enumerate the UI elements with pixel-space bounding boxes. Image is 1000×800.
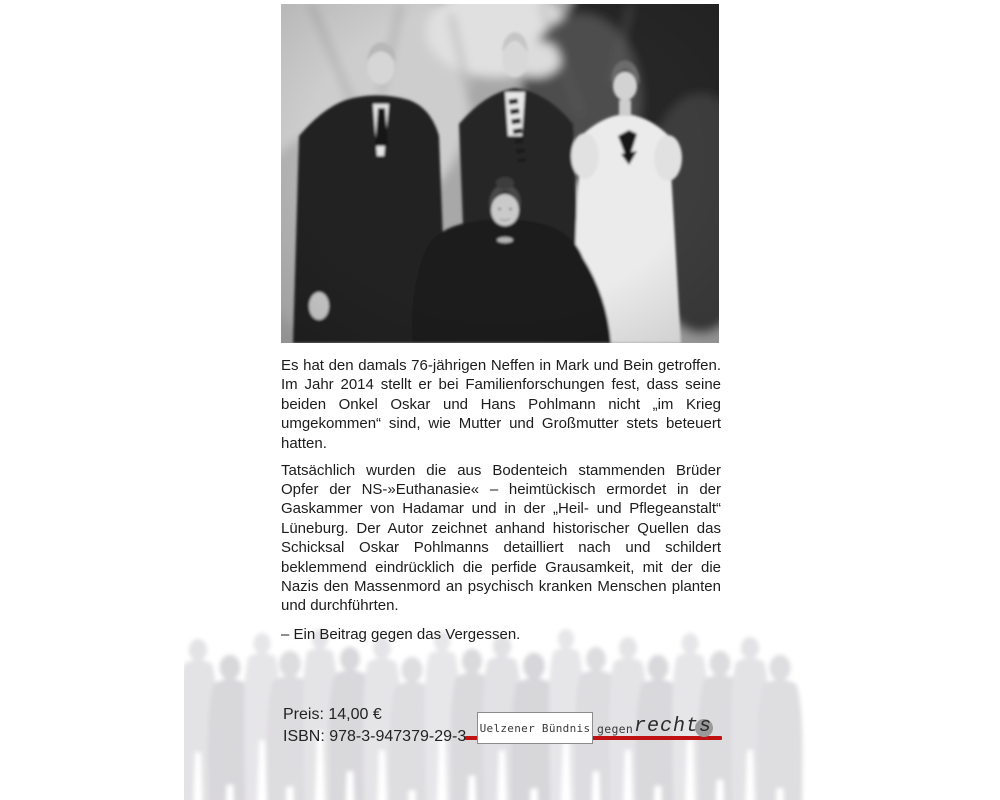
logo-boxed-text: Uelzener Bündnis — [477, 712, 593, 744]
logo-word-rechts: rechts — [634, 715, 713, 738]
blurb-closing-line: – Ein Beitrag gegen das Vergessen. — [281, 626, 521, 644]
blurb-paragraph-2: Tatsächlich wurden die aus Bodenteich stammenden Brüder Opfer der NS-»Euthanasie« – heimtückisch ermordet in der Gaskammer von Hadamar und in der „Heil- und Pflegeanstalt“ Lüneburg. Der Autor zeichnet anhand historischer Quellen das Schicksal Oskar Pohlmanns detailliert nach und schildert beklemmend eindrücklich die perfide Grausamkeit, mit der die Nazis den Massenmord an psychisch kranken Menschen planten und durchführten. — [281, 461, 721, 615]
blurb-paragraph-1: Es hat den damals 76-jährigen Neffen in Mark und Bein getroffen. Im Jahr 2014 stellt er bei Familienforschungen fest, dass seine beiden Onkel Oskar und Hans Pohlmann nicht „im Krieg umgekommen“ sind, wie Mutter und Großmutter stets beteuert hatten. — [281, 357, 721, 452]
blurb-text — [281, 356, 721, 645]
family-photo — [281, 4, 719, 343]
isbn-text: ISBN: 978-3-947379-29-3 — [283, 728, 467, 745]
logo-word-gegen: gegen — [597, 722, 634, 736]
price-text: Preis: 14,00 € — [283, 706, 382, 723]
